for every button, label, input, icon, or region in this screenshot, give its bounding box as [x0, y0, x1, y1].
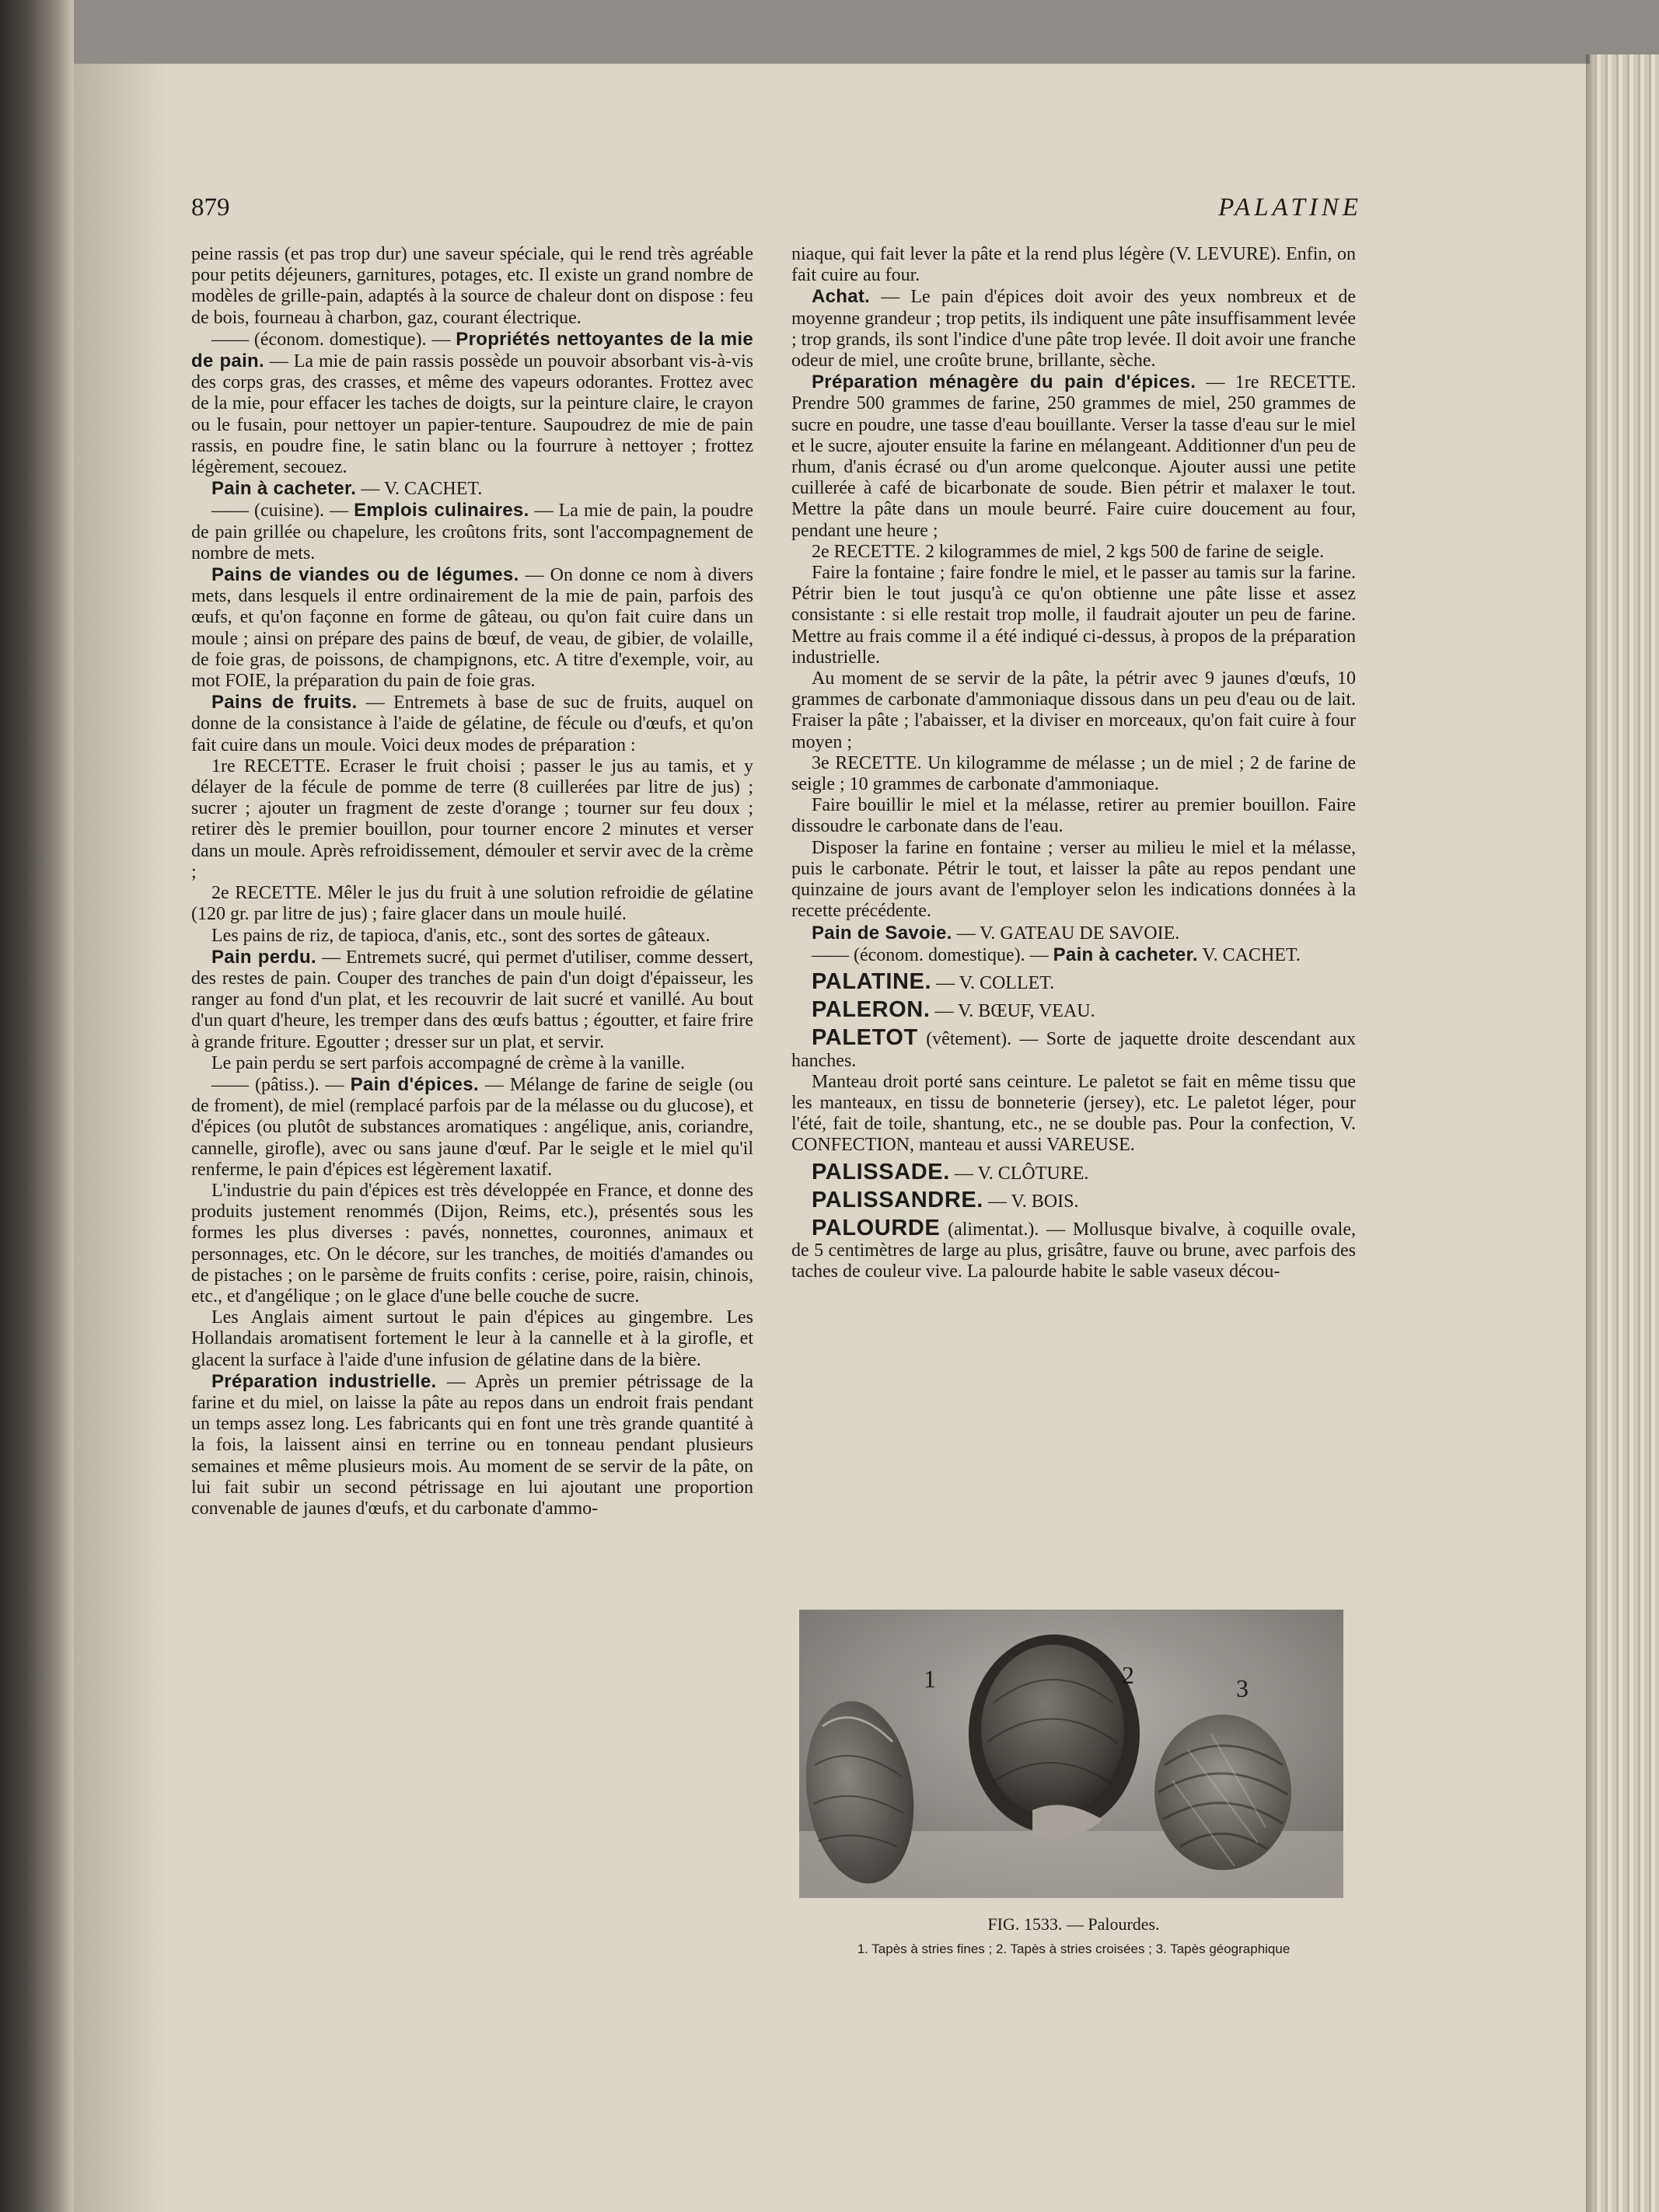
- figure-label-1: 1: [924, 1665, 936, 1693]
- dictionary-entry: PALATINE. — V. COLLET.: [812, 968, 1055, 994]
- paragraph: Le pain perdu se sert parfois accompagné de crème à la vanille.: [211, 1052, 686, 1073]
- page-edge-shadow: [1586, 54, 1595, 2212]
- paragraph: Les pains de riz, de tapioca, d'anis, etc., sont des sortes de gâteaux.: [211, 925, 711, 946]
- dictionary-entry: Achat. — Le pain d'épices doit avoir des yeux nombreux et de moyenne grandeur ; trop petits, ils indiquent une pâte insuffisamment levée ; trop grands, ils sont l'indice d'une pâte trop levée. Il doit avoir une franche odeur de miel, une croûte brune, brillante, sèche.: [791, 286, 1356, 372]
- entry-headword: Pains de viandes ou de légumes.: [211, 564, 519, 586]
- entry-headword: Achat.: [812, 286, 871, 308]
- paragraph: 3e RECETTE. Un kilogramme de mélasse ; un de miel ; 2 de farine de seigle ; 10 grammes de carbonate d'ammoniaque.: [791, 752, 1356, 795]
- dictionary-entry: —— (cuisine). — Emplois culinaires. — La mie de pain, la poudre de pain grillée ou chapelure, les croûtons frits, sont l'accompagnement de nombre de mets.: [191, 500, 753, 563]
- dictionary-entry: Pain perdu. — Entremets sucré, qui permet d'utiliser, comme dessert, des restes de pain. Couper des tranches de pain d'un doigt d'épaisseur, les ranger au fond d'un plat, et les recouvrir de lait sucré et vanillé. Au bout d'un quart d'heure, les tremper dans des œufs battus ; égoutter, et faire frire à grande friture. Egoutter ; dresser sur un plat, et servir.: [191, 946, 753, 1052]
- dictionary-entry: PALETOT (vêtement). — Sorte de jaquette droite descendant aux hanches.: [791, 1025, 1356, 1071]
- entry-headword: PALISSANDRE.: [812, 1187, 983, 1212]
- entry-headword: PALOURDE: [812, 1215, 941, 1240]
- paragraph: 2e RECETTE. Mêler le jus du fruit à une solution refroidie de gélatine (120 gr. par litre de jus) ; faire glacer dans un moule huilé.: [191, 883, 753, 925]
- entry-headword: Pain d'épices.: [350, 1073, 479, 1095]
- dictionary-entry: —— (économ. domestique). — Propriétés nettoyantes de la mie de pain. — La mie de pain rassis possède un pouvoir absorbant vis-à-vis des corps gras, des crasses, et même des vapeurs odorantes. Frottez avec de la mie, pour effacer les taches de doigts, sur la peinture claire, le crayon ou le fusain, pour nettoyer un papier-tenture. Saupoudrez de mie de pain rassis, en poudre fine, le satin blanc ou la fourrure à nettoyer ; frottez légèrement, secouez.: [191, 328, 753, 478]
- figure-photo: [799, 1610, 1343, 1898]
- paragraph: Disposer la farine en fontaine ; verser au milieu le miel et la mélasse, puis le carbonate. Pétrir le tout, et laisser la pâte au repos pendant une quinzaine de jours avant de l'employer selon les indications données à la recette précédente.: [791, 837, 1356, 922]
- dictionary-entry: —— (pâtiss.). — Pain d'épices. — Mélange de farine de seigle (ou de froment), de miel (remplacé parfois par de la mélasse ou du glucose), et d'épices (ou plutôt de substances aromatiques : angélique, anis, coriandre, cannelle, girofle), avec ou sans jaune d'œuf. Par le seigle et le miel qu'il renferme, le pain d'épices est légèrement laxatif.: [191, 1073, 753, 1180]
- entry-headword: Préparation industrielle.: [211, 1370, 437, 1392]
- entry-headword: PALISSADE.: [812, 1159, 950, 1185]
- page-edges: [1590, 54, 1659, 2212]
- dictionary-entry: PALISSADE. — V. CLÔTURE.: [812, 1159, 1089, 1185]
- paragraph: Faire bouillir le miel et la mélasse, retirer au premier bouillon. Faire dissoudre le carbonate dans de l'eau.: [791, 795, 1356, 837]
- shell-3: [1154, 1715, 1291, 1870]
- entry-headword: Pain à cacheter.: [1053, 944, 1198, 965]
- figure-label-2: 2: [1122, 1661, 1134, 1689]
- entry-headword: Pains de fruits.: [211, 692, 358, 713]
- entry-headword: Pain à cacheter.: [211, 478, 357, 500]
- paragraph: Manteau droit porté sans ceinture. Le paletot se fait en même tissu que les manteaux, en tissu de bonneterie (jersey), etc. Le paletot léger, pour l'été, fait de toile, shantung, etc., ne se double pas. Pour la confection, V. CONFECTION, manteau et aussi VAREUSE.: [791, 1071, 1356, 1156]
- paragraph: 1re RECETTE. Ecraser le fruit choisi ; passer le jus au tamis, et y délayer de la fécule de pomme de terre (8 cuillerées par litre de jus) ; sucrer ; ajouter un fragment de zeste d'orange ; tourner sur feu doux ; retirer dès le premier bouillon, pour tourner encore 2 minutes et verser dans un moule. Après refroidissement, démouler et servir avec de la crème ;: [191, 755, 753, 882]
- dictionary-entry: PALISSANDRE. — V. BOIS.: [812, 1187, 1079, 1212]
- paragraph: Au moment de se servir de la pâte, la pétrir avec 9 jaunes d'œufs, 10 grammes de carbonate d'ammoniaque dissous dans un peu d'eau ou de lait. Fraiser la pâte ; l'abaisser, et la diviser en morceaux, qu'on fait cuire à four moyen ;: [791, 668, 1356, 752]
- dictionary-entry: Pains de viandes ou de légumes. — On donne ce nom à divers mets, dans lesquels il entre ordinairement de la mie de pain, parfois des œufs, et qu'on façonne en forme de gâteau, ou qu'on fait cuire dans un moule ; ainsi on prépare des pains de bœuf, de veau, de gibier, de volaille, de foie gras, de poissons, de champignons, etc. A titre d'exemple, voir, au mot FOIE, la préparation du pain de foie gras.: [191, 564, 753, 692]
- paragraph: peine rassis (et pas trop dur) une saveur spéciale, qui le rend très agréable pour petits déjeuners, garnitures, potages, etc. Il existe un grand nombre de modèles de grille-pain, adaptés à la source de chaleur dont on dispose : feu de bois, fourneau à charbon, gaz, courant électrique.: [191, 244, 753, 328]
- paragraph: Faire la fontaine ; faire fondre le miel, et le passer au tamis sur la farine. Pétrir bien le tout jusqu'à ce qu'on obtienne une pâte lisse et assez consistante : si elle restait trop molle, il faudrait ajouter un peu de farine. Mettre au frais comme il a été indiqué ci-dessus, à propos de la préparation industrielle.: [791, 563, 1356, 668]
- paragraph: Les Anglais aiment surtout le pain d'épices au gingembre. Les Hollandais aromatisent fortement le leur à la cannelle et à la girofle, et glacent la surface à l'aide d'une infusion de gélatine dans de la bière.: [191, 1307, 753, 1370]
- dictionary-entry: Pains de fruits. — Entremets à base de suc de fruits, auquel on donne de la consistance à l'aide de gélatine, de fécule ou d'œufs, et qu'on fait cuire dans un moule. Voici deux modes de préparation :: [191, 692, 753, 755]
- dictionary-entry: Pain de Savoie. — V. GATEAU DE SAVOIE.: [812, 922, 1180, 944]
- dictionary-entry: —— (économ. domestique). — Pain à cacheter. V. CACHET.: [812, 944, 1301, 965]
- paragraph: L'industrie du pain d'épices est très développée en France, et donne des produits justement renommés (Dijon, Reims, etc.), présentés sous les formes les plus diverses : pavés, nonnettes, couronnes, animaux et personnages, etc. On le décore, sur les tranches, de moitiés d'amandes ou de pistaches ; on le parsème de fruits confits : cerise, poire, raisin, chinois, etc., et d'angélique ; on le glace d'une belle couche de sucre.: [191, 1180, 753, 1307]
- entry-headword: PALATINE.: [812, 968, 932, 994]
- scanner-background: [0, 0, 1659, 64]
- figure-caption: FIG. 1533. — Palourdes.: [987, 1914, 1160, 1934]
- figure-legend: 1. Tapès à stries fines ; 2. Tapès à stries croisées ; 3. Tapès géographique: [857, 1942, 1291, 1956]
- page-number: 879: [191, 194, 230, 222]
- entry-headword: Préparation ménagère du pain d'épices.: [812, 372, 1196, 393]
- entry-headword: Emplois culinaires.: [354, 500, 529, 522]
- figure-label-3: 3: [1236, 1674, 1249, 1702]
- book-gutter: [0, 0, 74, 2212]
- dictionary-entry: Préparation ménagère du pain d'épices. — 1re RECETTE. Prendre 500 grammes de farine, 250 grammes de miel, 250 grammes de sucre en poudre, une tasse d'eau bouillante. Verser la tasse d'eau sur le miel et le sucre, ajouter ensuite la farine en mélangeant. Additionner d'un peu de rhum, d'anis écrasé ou d'un arome quelconque. Ajouter aussi une petite cuillerée à café de bicarbonate de soude. Bien pétrir et malaxer le tout. Mettre la pâte dans un moule beurré. Faire cuire doucement au four, pendant une heure ;: [791, 372, 1356, 541]
- left-column: [191, 244, 753, 1971]
- entry-headword: Pain perdu.: [211, 946, 316, 968]
- entry-headword: Propriétés nettoyantes de la mie de pain.: [191, 328, 753, 372]
- paragraph: niaque, qui fait lever la pâte et la rend plus légère (V. LEVURE). Enfin, on fait cuire au four.: [791, 244, 1356, 286]
- running-head: PALATINE: [1218, 194, 1362, 222]
- page-curl-shadow: [74, 64, 167, 2212]
- entry-headword: PALETOT: [812, 1025, 918, 1051]
- dictionary-entry: Pain à cacheter. — V. CACHET.: [211, 478, 483, 500]
- paragraph: 2e RECETTE. 2 kilogrammes de miel, 2 kgs 500 de farine de seigle.: [812, 541, 1325, 562]
- entry-headword: Pain de Savoie.: [812, 922, 952, 944]
- entry-headword: PALERON.: [812, 997, 931, 1023]
- clam-shells-photo: [799, 1610, 1343, 1898]
- dictionary-entry: PALERON. — V. BŒUF, VEAU.: [812, 997, 1095, 1023]
- dictionary-entry: Préparation industrielle. — Après un premier pétrissage de la farine et du miel, on laisse la pâte au repos dans un endroit frais pendant un temps assez long. Les fabricants qui en font une très grande quantité à la fois, la laissent ainsi en terrine ou en tonneau pendant plusieurs semaines et même plusieurs mois. Au moment de se servir de la pâte, on lui fait subir un second pétrissage en lui ajoutant une proportion convenable de jaunes d'œufs, et du carbonate d'ammo-: [191, 1370, 753, 1519]
- dictionary-entry: PALOURDE (alimentat.). — Mollusque bivalve, à coquille ovale, de 5 centimètres de large au plus, grisâtre, fauve ou brune, avec parfois des taches de couleur vive. La palourde habite le sable vaseux décou-: [791, 1215, 1356, 1282]
